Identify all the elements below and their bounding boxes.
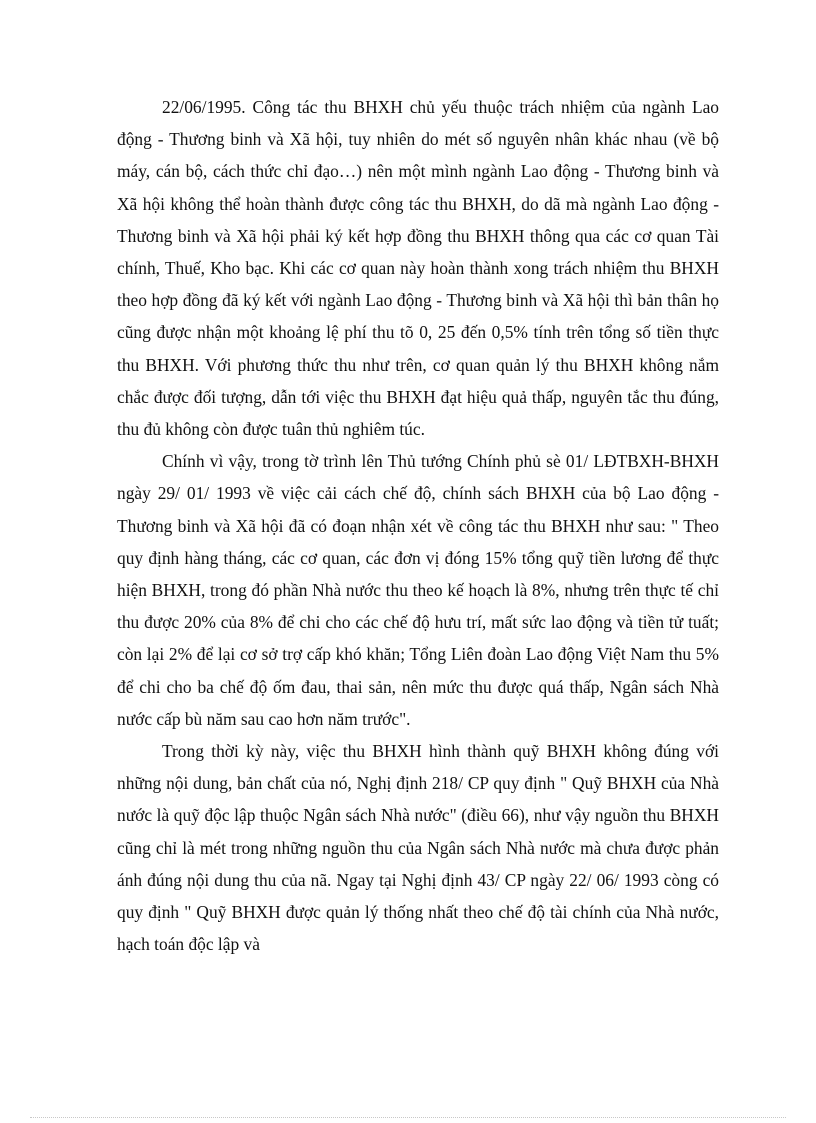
paragraph-2: Chính vì vậy, trong tờ trình lên Thủ tướng Chính phủ sè 01/ LĐTBXH-BHXH ngày 29/ 01/ 1993 về việc cải cách chế độ, chính sách BHXH của bộ Lao động - Thương binh và Xã hội đã có đoạn nhận xét về công tác thu BHXH như sau: " Theo quy định hàng tháng, các cơ quan, các đơn vị đóng 15% tổng quỹ tiền lương để thực hiện BHXH, trong đó phần Nhà nước thu theo kế hoạch là 8%, nhưng trên thực tế chỉ thu được 20% của 8% để chi cho các chế độ hưu trí, mất sức lao động và tiền tử tuất; còn lại 2% để lại cơ sở trợ cấp khó khăn; Tổng Liên đoàn Lao động Việt Nam thu 5% để chi cho ba chế độ ốm đau, thai sản, nên mức thu được quá thấp, Ngân sách Nhà nước cấp bù năm sau cao hơn năm trước". bbox=[117, 451, 719, 729]
page-bottom-divider bbox=[30, 1117, 786, 1118]
paragraph-3: Trong thời kỳ này, việc thu BHXH hình thành quỹ BHXH không đúng với những nội dung, bản chất của nó, Nghị định 218/ CP quy định " Quỹ BHXH của Nhà nước là quỹ độc lập thuộc Ngân sách Nhà nước" (điều 66), như vậy nguồn thu BHXH cũng chỉ là mét trong những nguồn thu của Ngân sách Nhà nước mà chưa được phản ánh đúng nội dung thu của nã. Ngay tại Nghị định 43/ CP ngày 22/ 06/ 1993 còng có quy định " Quỹ BHXH được quản lý thống nhất theo chế độ tài chính của Nhà nước, hạch toán độc lập và bbox=[117, 741, 719, 955]
document-body bbox=[117, 91, 719, 960]
paragraph-1: 22/06/1995. Công tác thu BHXH chủ yếu thuộc trách nhiệm của ngành Lao động - Thương binh và Xã hội, tuy nhiên do mét số nguyên nhân khác nhau (về bộ máy, cán bộ, cách thức chỉ đạo…) nên một mình ngành Lao động - Thương binh và Xã hội không thể hoàn thành được công tác thu BHXH, do dã mà ngành Lao động - Thương binh và Xã hội phải ký kết hợp đồng thu BHXH thông qua các cơ quan Tài chính, Thuế, Kho bạc. Khi các cơ quan này hoàn thành xong trách nhiệm thu BHXH theo hợp đồng đã ký kết với ngành Lao động - Thương binh và Xã hội thì bản thân họ cũng được nhận một khoảng lệ phí thu tõ 0, 25 đến 0,5% tính trên tổng số tiền thực thu BHXH. Với phương thức thu như trên, cơ quan quản lý thu BHXH không nắm chắc được đối tượng, dẫn tới việc thu BHXH đạt hiệu quả thấp, nguyên tắc thu đúng, thu đủ không còn được tuân thủ nghiêm túc. bbox=[117, 97, 719, 440]
